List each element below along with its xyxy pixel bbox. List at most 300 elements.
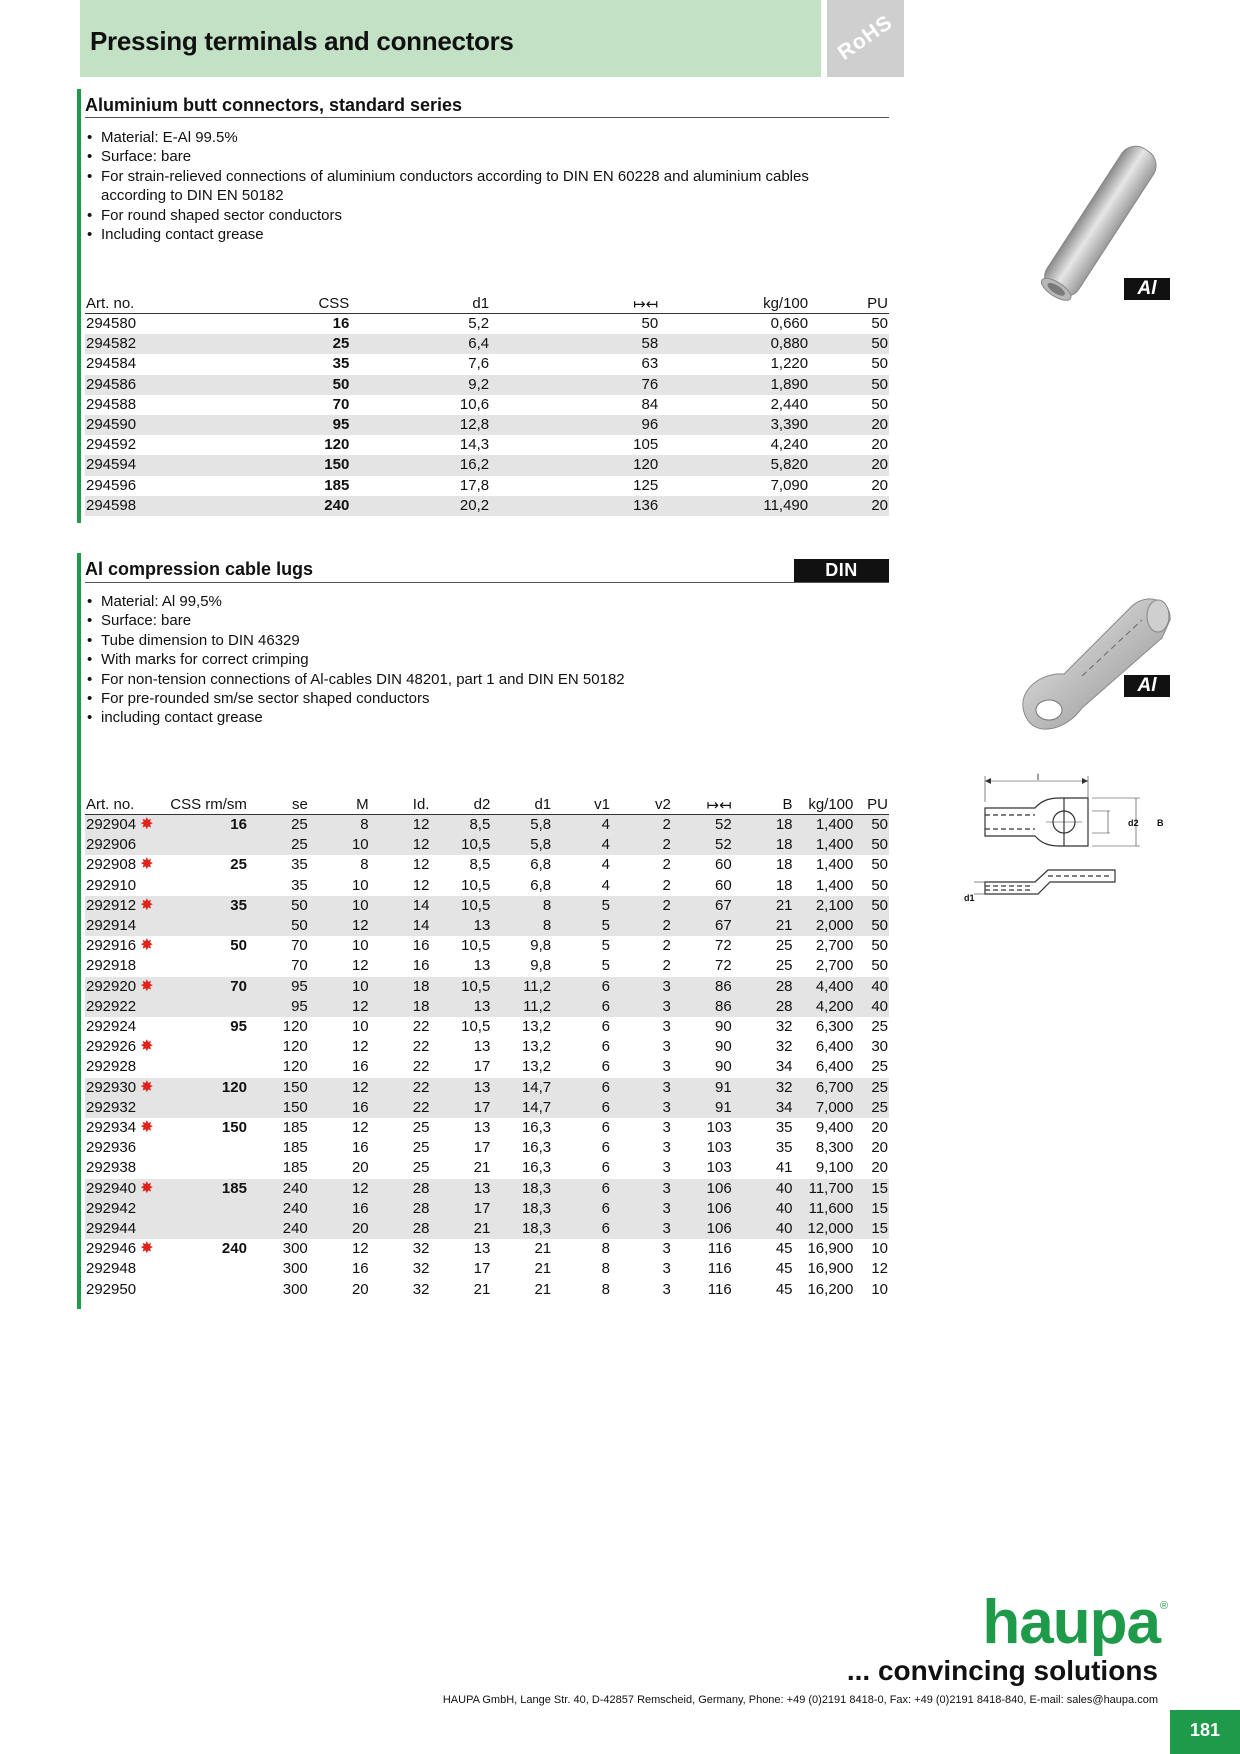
column-header: PU (809, 294, 889, 314)
art-no-cell: 294592 (86, 436, 137, 454)
table-cell: 8 (360, 856, 369, 874)
table-cell: 14 (370, 896, 431, 916)
art-no: 292940 (86, 1179, 137, 1197)
table-cell: 2 (662, 856, 671, 874)
table-cell: 103 (706, 1139, 732, 1157)
section2-title: Al compression cable lugs (85, 559, 314, 579)
table-cell: 240 (248, 1199, 309, 1219)
table-cell: 50 (854, 815, 889, 836)
art-no-cell (85, 835, 168, 855)
table-cell: 32 (412, 1280, 430, 1298)
column-header: Id. (370, 795, 431, 815)
table-cell: 10,5 (461, 937, 491, 955)
table-cell: 6,4 (350, 334, 490, 354)
table-cell: 17,8 (459, 476, 490, 494)
art-no: 292948 (86, 1260, 137, 1278)
table-cell: 45 (775, 1280, 793, 1298)
table-cell: 17 (430, 1199, 491, 1219)
table-row (85, 997, 889, 1017)
table-cell: 5 (552, 916, 611, 936)
table-cell: 185 (324, 476, 350, 494)
table-cell: 18 (775, 856, 793, 874)
table-cell: 96 (490, 415, 659, 435)
table-cell: 4,200 (794, 997, 855, 1017)
table-cell: 25 (412, 1119, 430, 1137)
table-cell: 106 (672, 1219, 733, 1239)
table-cell: 63 (641, 355, 659, 373)
page-number: 181 (1170, 1710, 1240, 1754)
table-cell: 6 (601, 1018, 610, 1036)
art-no-cell: 294586 (85, 375, 235, 395)
table-cell: 18 (733, 815, 794, 836)
css-cell: 185 (168, 1179, 248, 1199)
table-row (85, 1259, 889, 1279)
bullet-item: • Including contact grease (85, 225, 845, 244)
art-no: 292904 (86, 816, 137, 833)
table-cell: 17 (473, 1139, 491, 1157)
dim-label-d2: d2 (1128, 818, 1139, 828)
table-cell: 50 (809, 334, 889, 354)
table-cell: 8,300 (815, 1139, 854, 1157)
art-no: 292946 (86, 1240, 137, 1258)
table-row (85, 855, 889, 875)
table-cell: 21 (473, 1159, 491, 1177)
table-cell: 5 (601, 937, 610, 955)
table-cell: 16,900 (807, 1240, 854, 1258)
table-cell: 28 (733, 997, 794, 1017)
table-row (85, 476, 889, 496)
table-cell: 67 (672, 896, 733, 916)
table-cell: 3 (611, 1199, 672, 1219)
table-cell: 11,2 (491, 997, 552, 1017)
table-cell: 10 (351, 1018, 369, 1036)
table-cell: 9,8 (530, 957, 552, 975)
table-cell: 32 (775, 1038, 793, 1056)
table-cell: 20 (351, 1280, 369, 1298)
table-cell: 50 (854, 896, 889, 916)
table-cell: 13,2 (521, 1038, 552, 1056)
table-cell: 6 (552, 997, 611, 1017)
art-no: 292912 (86, 896, 137, 914)
table-cell: 2 (611, 815, 672, 836)
css-cell: 120 (168, 1078, 248, 1098)
table-cell: 20 (809, 496, 889, 516)
table-cell: 6 (552, 1098, 611, 1118)
table-cell: 95 (248, 997, 309, 1017)
art-no-cell (85, 1199, 168, 1219)
art-no: 292908 (86, 856, 137, 874)
table-cell: 2 (611, 835, 672, 855)
table-cell: 50 (854, 916, 889, 936)
table-cell: 4 (601, 876, 610, 894)
al-material-badge-lug: Al (1124, 675, 1170, 697)
art-no: 292938 (86, 1159, 137, 1177)
table-row (85, 1037, 889, 1057)
table-row (85, 815, 889, 836)
art-no: 292934 (86, 1119, 137, 1137)
table-row (85, 835, 889, 855)
table-cell: 50 (248, 916, 309, 936)
art-no-cell (85, 1098, 168, 1118)
table-row (85, 1158, 889, 1178)
table-cell: 14 (370, 916, 431, 936)
table-cell: 3 (611, 1219, 672, 1239)
column-header: PU (854, 795, 889, 815)
table-cell: 40 (733, 1179, 794, 1199)
table-cell: 12 (370, 815, 431, 836)
table-row (85, 1219, 889, 1239)
table-cell: 25 (871, 1058, 888, 1076)
table-cell: 10 (871, 1240, 888, 1258)
table-cell: 16 (309, 1199, 370, 1219)
column-header: v2 (611, 795, 672, 815)
table-cell: 90 (714, 1058, 732, 1076)
table-row (85, 1138, 889, 1158)
table-cell: 10,6 (459, 395, 490, 413)
page-title: Pressing terminals and connectors (90, 26, 514, 56)
table-cell: 5,820 (659, 455, 809, 475)
haupa-logo: haupa (982, 1588, 1160, 1657)
table-cell: 2,700 (815, 937, 854, 955)
art-no-cell: 294582 (85, 334, 235, 354)
art-no: 292926 (86, 1038, 137, 1056)
table-cell: 10 (351, 876, 369, 894)
art-no: 292944 (86, 1220, 137, 1238)
table-cell: 16 (412, 937, 430, 955)
bullet-item: • Material: Al 99,5% (85, 592, 845, 611)
table-cell: 6,400 (815, 1038, 854, 1056)
table-cell: 21 (534, 1280, 552, 1298)
column-header: ↦↤ (672, 795, 733, 815)
art-no-cell (85, 815, 168, 836)
table-cell: 185 (282, 1159, 308, 1177)
table-cell: 6 (601, 1139, 610, 1157)
table-cell: 16,900 (807, 1260, 854, 1278)
table-cell: 12 (309, 916, 370, 936)
table-row (85, 977, 889, 997)
art-no: 292906 (86, 836, 137, 854)
table-cell: 3 (611, 977, 672, 997)
table-cell: 20,2 (350, 496, 490, 516)
table-row (85, 1098, 889, 1118)
table-cell: 76 (490, 375, 659, 395)
table-cell: 11,2 (491, 977, 552, 997)
table-cell: 21 (430, 1219, 491, 1239)
table-cell: 300 (282, 1240, 308, 1258)
table-cell: 25 (775, 957, 793, 975)
table-row (85, 375, 889, 395)
table-cell: 5,2 (468, 315, 490, 332)
butt-connectors-table (85, 294, 889, 516)
star-marker-icon: ✸ (140, 937, 154, 955)
table-cell: 70 (291, 957, 308, 975)
table-cell: 5 (601, 957, 610, 975)
table-cell: 2 (662, 876, 671, 894)
star-marker-icon: ✸ (140, 1038, 154, 1056)
table-cell: 50 (871, 937, 888, 955)
css-cell: 50 (230, 937, 247, 955)
column-header: d1 (350, 294, 490, 314)
art-no: 292942 (86, 1199, 137, 1217)
css-cell: 25 (230, 856, 247, 874)
table-cell: 32 (733, 1078, 794, 1098)
table-cell: 136 (490, 496, 659, 516)
section1-rule (85, 117, 889, 118)
table-cell: 35 (332, 355, 350, 373)
table-cell: 1,220 (770, 355, 809, 373)
table-cell: 4 (552, 815, 611, 836)
table-cell: 18,3 (491, 1179, 552, 1199)
art-no-cell (85, 876, 168, 896)
table-cell: 28 (733, 977, 794, 997)
table-cell: 6 (552, 1219, 611, 1239)
bullet-item: • Surface: bare (85, 147, 845, 166)
table-cell: 6 (552, 1179, 611, 1199)
table-cell: 13 (430, 1179, 491, 1199)
table-cell: 11,700 (794, 1179, 855, 1199)
table-cell: 11,600 (794, 1199, 855, 1219)
table-cell: 72 (714, 957, 732, 975)
table-cell: 50 (871, 395, 888, 413)
table-cell: 120 (324, 436, 350, 454)
table-cell: 25 (854, 1078, 889, 1098)
table-cell: 32 (775, 1018, 793, 1036)
table-row (85, 1078, 889, 1098)
table-cell: 0,880 (659, 334, 809, 354)
cable-lug-dimension-drawing (960, 772, 1165, 922)
table-cell: 6 (552, 1078, 611, 1098)
section2-accent-bar (77, 553, 81, 1309)
table-cell: 22 (370, 1078, 431, 1098)
css-cell (168, 997, 248, 1017)
table-cell: 18,3 (491, 1219, 552, 1239)
table-row (85, 896, 889, 916)
table-cell: 72 (714, 937, 732, 955)
table-cell: 3 (662, 1058, 671, 1076)
table-cell: 8 (601, 1260, 610, 1278)
table-cell: 13 (473, 1240, 491, 1258)
table-cell: 3 (662, 1038, 671, 1056)
css-cell: 95 (230, 1018, 247, 1036)
table-cell: 14,7 (491, 1098, 552, 1118)
column-header: d2 (430, 795, 491, 815)
table-cell: 5,8 (491, 835, 552, 855)
table-row (85, 876, 889, 896)
art-no-cell (85, 896, 168, 916)
table-row (85, 354, 889, 374)
table-cell: 40 (854, 997, 889, 1017)
table-cell: 116 (707, 1240, 732, 1258)
table-cell: 40 (733, 1199, 794, 1219)
table-cell: 21 (473, 1280, 491, 1298)
table-cell: 10,5 (430, 896, 491, 916)
table-cell: 32 (412, 1240, 430, 1258)
art-no-cell: 294580 (86, 315, 137, 332)
table-cell: 2 (611, 896, 672, 916)
art-no-cell (85, 977, 168, 997)
table-cell: 67 (672, 916, 733, 936)
table-cell: 3 (662, 1139, 671, 1157)
table-cell: 34 (733, 1098, 794, 1118)
table-cell: 35 (291, 856, 308, 874)
table-cell: 2,100 (794, 896, 855, 916)
table-cell: 13 (430, 997, 491, 1017)
bullet-item: • Material: E-Al 99.5% (85, 128, 845, 147)
dim-label-l: l (1037, 772, 1039, 782)
art-no: 292918 (86, 957, 137, 975)
art-no-cell (85, 855, 168, 875)
bullet-item: • For pre-rounded sm/se sector shaped conductors (85, 689, 845, 708)
star-marker-icon: ✸ (140, 856, 154, 874)
column-header: M (309, 795, 370, 815)
table-cell: 28 (370, 1219, 431, 1239)
table-cell: 18 (370, 997, 431, 1017)
table-cell: 5,8 (491, 815, 552, 836)
table-cell: 4 (601, 856, 610, 874)
table-cell: 120 (282, 1058, 308, 1076)
table-row (85, 1239, 889, 1259)
star-marker-icon: ✸ (140, 1078, 154, 1096)
css-cell (168, 1158, 248, 1178)
table-cell: 22 (412, 1018, 430, 1036)
table-cell: 9,400 (815, 1119, 854, 1137)
table-cell: 2 (662, 937, 671, 955)
column-header: B (733, 795, 794, 815)
table-cell: 6 (601, 1058, 610, 1076)
table-cell: 52 (672, 835, 733, 855)
table-cell: 6,400 (815, 1058, 854, 1076)
table-cell: 91 (672, 1078, 733, 1098)
column-header: ↦↤ (490, 294, 659, 314)
column-header: d1 (491, 795, 552, 815)
table-cell: 84 (641, 395, 659, 413)
table-cell: 2 (662, 957, 671, 975)
table-cell: 6,8 (530, 876, 552, 894)
table-cell: 12 (309, 997, 370, 1017)
table-cell: 8 (491, 916, 552, 936)
table-cell: 17 (430, 1098, 491, 1118)
css-cell (168, 1138, 248, 1158)
table-cell: 70 (332, 395, 350, 413)
table-cell: 17 (473, 1260, 491, 1278)
css-cell (168, 835, 248, 855)
star-marker-icon: ✸ (140, 896, 154, 914)
al-material-badge: Al (1124, 278, 1170, 300)
table-cell: 21 (733, 896, 794, 916)
table-cell: 32 (412, 1260, 430, 1278)
table-cell: 22 (412, 1038, 430, 1056)
table-row (85, 916, 889, 936)
table-cell: 20 (809, 455, 889, 475)
art-no: 292916 (86, 937, 137, 955)
table-cell: 12 (412, 856, 430, 874)
table-cell: 106 (672, 1199, 733, 1219)
table-row (85, 956, 889, 976)
art-no-cell (85, 1078, 168, 1098)
table-cell: 25 (235, 334, 350, 354)
table-cell: 9,8 (530, 937, 552, 955)
table-cell: 30 (871, 1038, 888, 1056)
table-cell: 9,2 (350, 375, 490, 395)
column-header: kg/100 (794, 795, 855, 815)
bullet-item: • For non-tension connections of Al-cables DIN 48201, part 1 and DIN EN 50182 (85, 670, 845, 689)
table-cell: 4,240 (770, 436, 809, 454)
table-cell: 13 (430, 916, 491, 936)
table-cell: 240 (248, 1219, 309, 1239)
din-badge: DIN (794, 559, 889, 582)
art-no: 292914 (86, 917, 137, 935)
table-cell: 12 (370, 835, 431, 855)
table-cell: 185 (282, 1119, 308, 1137)
table-cell: 17 (473, 1058, 491, 1076)
table-cell: 50 (871, 315, 888, 332)
table-cell: 12 (871, 1260, 888, 1278)
art-no-cell: 294584 (86, 355, 137, 373)
table-row (85, 314, 889, 335)
rohs-badge-label: RoHS (833, 10, 897, 65)
table-cell: 21 (534, 1240, 552, 1258)
table-cell: 90 (714, 1018, 732, 1036)
table-cell: 14,3 (459, 436, 490, 454)
table-header-row (85, 795, 889, 815)
table-cell: 10 (351, 937, 369, 955)
table-cell: 15 (854, 1219, 889, 1239)
table-cell: 16 (309, 1098, 370, 1118)
table-cell: 60 (714, 876, 732, 894)
art-no: 292920 (86, 977, 137, 995)
table-row (85, 1179, 889, 1199)
table-cell: 16,3 (521, 1159, 552, 1177)
css-cell (168, 1098, 248, 1118)
table-cell: 11,490 (659, 496, 809, 516)
table-cell: 12 (412, 876, 430, 894)
table-cell: 18,3 (491, 1199, 552, 1219)
table-cell: 12 (351, 1119, 369, 1137)
table-cell: 125 (633, 476, 659, 494)
table-cell: 106 (672, 1179, 733, 1199)
art-no-cell (85, 1280, 168, 1300)
table-cell: 6 (552, 977, 611, 997)
table-cell: 4 (552, 835, 611, 855)
art-no-cell (85, 1179, 168, 1199)
column-header: se (248, 795, 309, 815)
table-cell: 10,5 (430, 835, 491, 855)
registered-mark: ® (1160, 1600, 1169, 1612)
table-cell: 50 (248, 896, 309, 916)
table-cell: 25 (412, 1139, 430, 1157)
table-cell: 120 (490, 455, 659, 475)
table-cell: 3 (662, 1159, 671, 1177)
art-no-cell (85, 997, 168, 1017)
table-cell: 18 (775, 876, 793, 894)
table-cell: 13,2 (521, 1058, 552, 1076)
table-row (85, 455, 889, 475)
table-cell: 20 (871, 476, 888, 494)
column-header: Art. no. (85, 294, 235, 314)
table-cell: 40 (854, 977, 889, 997)
table-row (85, 1017, 889, 1037)
bullet-item: • including contact grease (85, 708, 845, 727)
table-cell: 13 (473, 957, 491, 975)
page-header (80, 0, 821, 77)
table-cell: 20 (871, 1139, 888, 1157)
table-cell: 40 (733, 1219, 794, 1239)
table-cell: 10,5 (430, 977, 491, 997)
table-row (85, 395, 889, 415)
table-cell: 28 (370, 1199, 431, 1219)
table-cell: 0,660 (770, 315, 809, 332)
table-cell: 58 (490, 334, 659, 354)
